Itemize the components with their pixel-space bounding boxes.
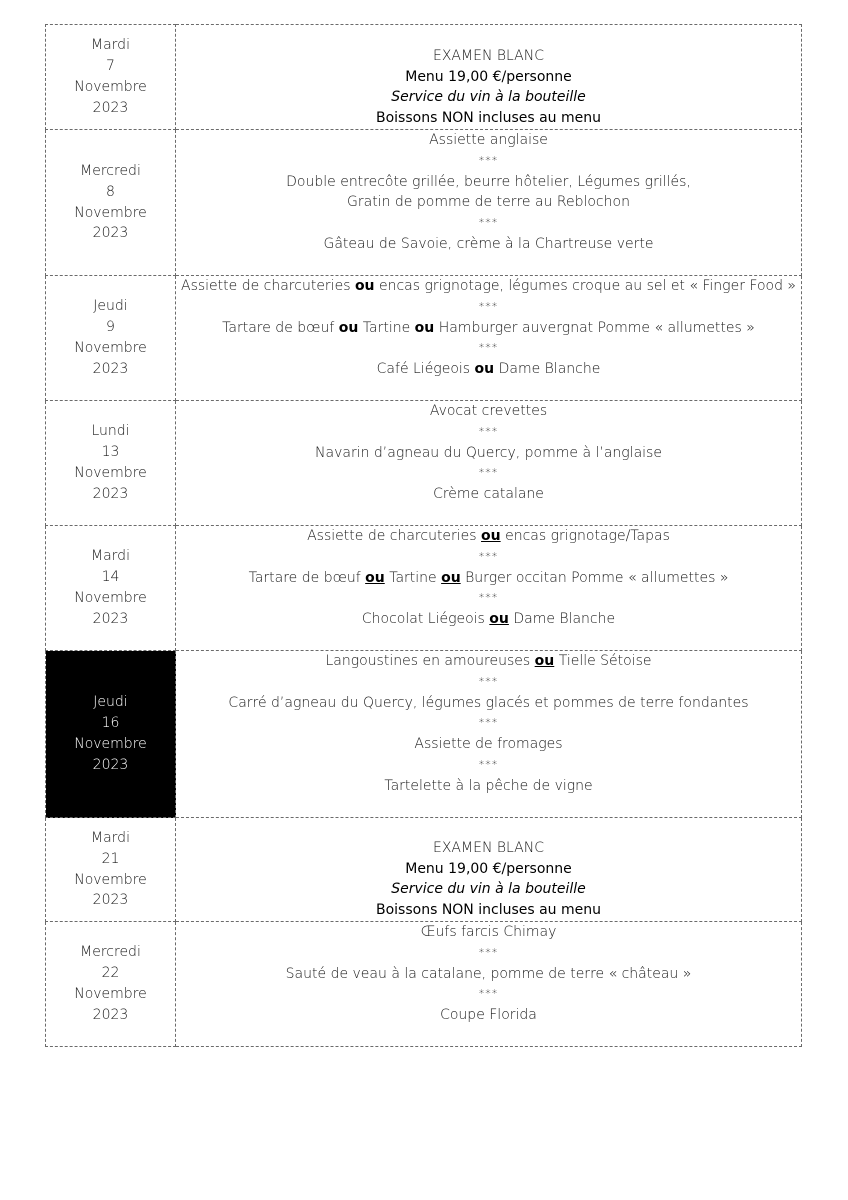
main-course: Navarin d’agneau du Quercy, pomme à l’anglaise <box>315 444 662 461</box>
starter: Assiette anglaise <box>429 132 548 148</box>
or-connector: ou <box>365 569 385 586</box>
year: 2023 <box>92 485 129 502</box>
year: 2023 <box>92 610 129 627</box>
main-option: Burger occitan Pomme « allumettes » <box>465 569 729 586</box>
or-connector: ou <box>474 361 495 378</box>
month: Novembre <box>74 79 147 95</box>
month: Novembre <box>74 340 147 356</box>
starter-option: encas grignotage/Tapas <box>505 528 670 544</box>
date-cell-highlighted <box>46 651 176 818</box>
exam-drinks: Boissons NON incluses au menu <box>375 110 602 127</box>
menu-row <box>46 130 802 276</box>
day-number: 9 <box>106 319 115 336</box>
date-cell <box>46 922 176 1047</box>
day-number: 16 <box>101 715 120 732</box>
starter-option: Assiette de charcuteries <box>307 528 477 544</box>
main-option: Tartine <box>362 319 411 336</box>
main-course-side: Gratin de pomme de terre au Reblochon <box>347 194 630 211</box>
exam-service: Service du vin à la bouteille <box>391 89 586 106</box>
starter <box>176 651 801 672</box>
starter-option: Tielle Sétoise <box>558 653 652 669</box>
course-separator: *** <box>478 216 499 230</box>
year: 2023 <box>92 756 129 773</box>
starter: Avocat crevettes <box>429 403 548 419</box>
day-number: 13 <box>101 444 120 461</box>
course-separator: *** <box>478 424 499 438</box>
year: 2023 <box>92 1006 129 1023</box>
exam-price: Menu 19,00 €/personne <box>405 860 572 877</box>
exam-drinks: Boissons NON incluses au menu <box>375 902 602 919</box>
month: Novembre <box>74 736 147 752</box>
main-option: Tartare de bœuf <box>248 569 361 586</box>
main-course: Carré d’agneau du Quercy, légumes glacés et pommes de terre fondantes <box>228 694 749 711</box>
weekday: Jeudi <box>93 694 128 711</box>
exam-service: Service du vin à la bouteille <box>391 881 586 898</box>
or-connector: ou <box>534 653 555 669</box>
starter <box>176 526 801 547</box>
main-option: Tartine <box>389 569 437 586</box>
or-connector: ou <box>481 528 501 544</box>
course-separator: *** <box>478 591 499 605</box>
course-separator: *** <box>478 153 499 167</box>
day-number: 7 <box>106 58 115 75</box>
course-separator: *** <box>478 757 499 771</box>
main-option: Tartare de bœuf <box>222 319 335 336</box>
dessert: Tartelette à la pêche de vigne <box>384 777 593 794</box>
dessert <box>176 609 801 630</box>
day-number: 14 <box>101 569 120 586</box>
date-cell <box>46 401 176 526</box>
dessert-option: Dame Blanche <box>513 611 616 628</box>
day-number: 8 <box>106 183 115 200</box>
main-option: Hamburger auvergnat Pomme « allumettes » <box>438 319 755 336</box>
weekday: Mardi <box>91 37 130 54</box>
menu-cell <box>176 922 802 1047</box>
weekly-menu-table <box>45 24 802 1047</box>
dessert-option: Café Liégeois <box>376 361 471 378</box>
starter-option: encas grignotage, légumes croque au sel et « Finger Food » <box>378 278 796 294</box>
dessert: Gâteau de Savoie, crème à la Chartreuse verte <box>323 235 654 252</box>
month: Novembre <box>74 590 147 606</box>
menu-cell <box>176 526 802 651</box>
exam-price: Menu 19,00 €/personne <box>405 68 572 85</box>
year: 2023 <box>92 225 129 242</box>
day-number: 22 <box>101 965 120 982</box>
course-separator: *** <box>478 549 499 563</box>
starter <box>176 276 801 297</box>
menu-cell <box>176 130 802 276</box>
year: 2023 <box>92 892 129 909</box>
main-course: Sauté de veau à la catalane, pomme de terre « château » <box>285 965 692 982</box>
course-separator: *** <box>478 299 499 313</box>
weekday: Lundi <box>91 423 130 440</box>
dessert: Crème catalane <box>433 486 544 503</box>
starter-option: Langoustines en amoureuses <box>325 653 531 669</box>
menu-row <box>46 818 802 922</box>
menu-row <box>46 276 802 401</box>
menu-cell <box>176 401 802 526</box>
starter-option: Assiette de charcuteries <box>181 278 351 294</box>
month: Novembre <box>74 986 147 1002</box>
main-course <box>176 318 801 339</box>
menu-row <box>46 526 802 651</box>
dessert-option: Dame Blanche <box>498 361 601 378</box>
dessert-option: Chocolat Liégeois <box>361 611 485 628</box>
or-connector: ou <box>489 611 509 628</box>
course-separator: *** <box>478 466 499 480</box>
or-connector: ou <box>354 278 375 294</box>
dessert <box>176 359 801 380</box>
month: Novembre <box>74 204 147 221</box>
date-cell <box>46 130 176 276</box>
main-course <box>176 568 801 589</box>
menu-cell <box>176 651 802 818</box>
weekday: Jeudi <box>93 298 128 315</box>
or-connector: ou <box>414 319 435 336</box>
starter: Œufs farcis Chimay <box>420 924 557 940</box>
weekday: Mercredi <box>80 162 141 179</box>
or-connector: ou <box>338 319 359 336</box>
course-separator: *** <box>478 341 499 355</box>
exam-title: EXAMEN BLANC <box>433 839 544 856</box>
year: 2023 <box>92 360 129 377</box>
menu-cell <box>176 25 802 130</box>
menu-row-highlighted <box>46 651 802 818</box>
menu-cell <box>176 276 802 401</box>
cheese-course: Assiette de fromages <box>414 736 563 753</box>
or-connector: ou <box>441 569 461 586</box>
weekday: Mardi <box>91 548 130 565</box>
dessert: Coupe Florida <box>440 1007 537 1024</box>
month: Novembre <box>74 465 147 481</box>
year: 2023 <box>92 99 129 116</box>
weekday: Mercredi <box>80 944 141 961</box>
main-course: Double entrecôte grillée, beurre hôtelier, Légumes grillés, <box>286 173 691 190</box>
course-separator: *** <box>478 945 499 959</box>
course-separator: *** <box>478 674 499 688</box>
day-number: 21 <box>101 850 120 867</box>
course-separator: *** <box>478 716 499 730</box>
month: Novembre <box>74 871 147 888</box>
date-cell <box>46 526 176 651</box>
date-cell <box>46 276 176 401</box>
date-cell <box>46 818 176 922</box>
menu-row <box>46 922 802 1047</box>
menu-row <box>46 401 802 526</box>
course-separator: *** <box>478 987 499 1001</box>
menu-cell <box>176 818 802 922</box>
exam-title: EXAMEN BLANC <box>433 47 544 64</box>
menu-row <box>46 25 802 130</box>
weekday: Mardi <box>91 829 130 846</box>
date-cell <box>46 25 176 130</box>
